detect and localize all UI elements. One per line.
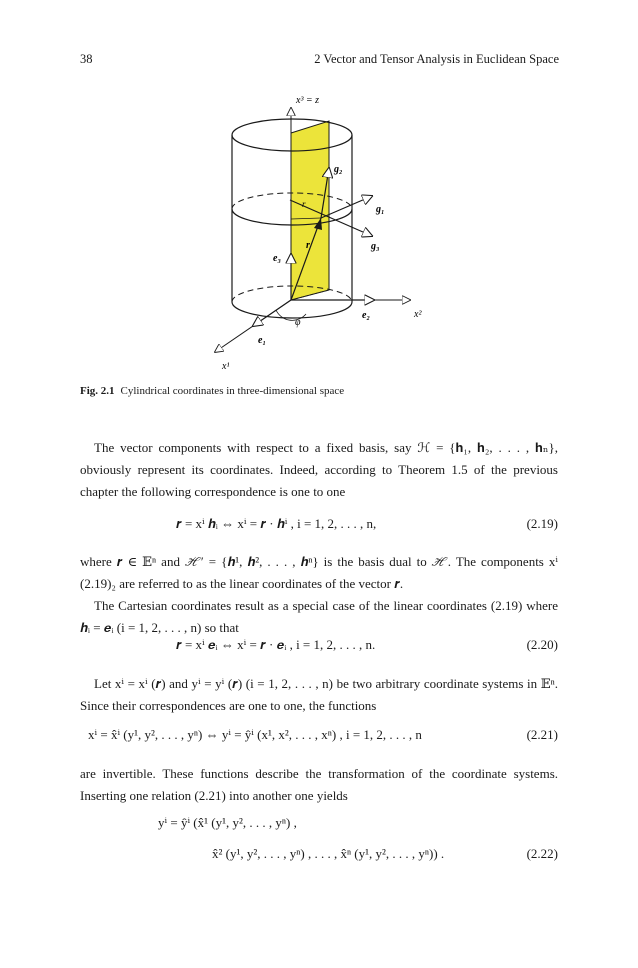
equation-2-21 (80, 727, 558, 749)
cylindrical-coordinates-figure (0, 0, 638, 380)
equation-2-22-line-1 (80, 815, 558, 837)
equation-2-21-body: xⁱ = x̂ⁱ (y¹, y², . . . , yⁿ) ⇔ yⁱ = ŷⁱ (x¹, x², . . . , xⁿ) , i = 1, 2, . . . , n (88, 727, 422, 742)
paragraph-3: The Cartesian coordinates result as a special case of the linear coordinates (2.19) where 𝒉ᵢ = 𝒆ᵢ (i = 1, 2, . . . , n) so that (80, 598, 558, 635)
z-axis-label: x³ = z (296, 95, 320, 106)
equation-2-22-line-1-body: yⁱ = ŷⁱ (x̂¹ (y¹, y², . . . , yⁿ) , (158, 815, 297, 830)
g1-label: g₁ (376, 204, 385, 215)
paragraph-5: are invertible. These functions describe the transformation of the coordinate systems. Inserting one relation (2.21) into another one yields (80, 766, 558, 803)
figure-caption (80, 385, 344, 397)
equation-2-20-number: (2.20) (526, 637, 558, 652)
equation-2-20 (80, 637, 558, 659)
paragraph-1: The vector components with respect to a fixed basis, say ℋ = {𝐡₁, 𝐡₂, . . . , 𝐡ₙ}, obviously represent its coordinates. Indeed, according to Theorem 1.5 of the previous chapter the following correspondence is one to one (80, 440, 558, 499)
r-vector-label: r (306, 240, 310, 251)
coordinate-plane (291, 121, 329, 300)
equation-2-22-line-2-body: x̂² (y¹, y², . . . , yⁿ) , . . . , x̂ⁿ (y¹, y², . . . , yⁿ)) . (212, 846, 445, 861)
e1-label: e₁ (258, 335, 266, 346)
equation-2-19-body: 𝒓 = xⁱ 𝒉ᵢ ⇔ xⁱ = 𝒓 · 𝒉ⁱ , i = 1, 2, . . . , n, (176, 516, 377, 531)
e1-vector (253, 300, 291, 326)
e3-label: e₃ (273, 253, 281, 264)
r-small-label: r (302, 199, 306, 209)
paragraph-4: Let xⁱ = xⁱ (𝒓) and yⁱ = yⁱ (𝒓) (i = 1, 2, . . . , n) be two arbitrary coordinate systems in 𝔼ⁿ. Since their correspondences are one to one, the functions (80, 676, 558, 713)
running-head: 2 Vector and Tensor Analysis in Euclidean Space (314, 52, 559, 66)
figure-caption-label: Fig. 2.1 (80, 385, 115, 397)
paragraph-2: where 𝒓 ∈ 𝔼ⁿ and ℋ′ = {𝒉¹, 𝒉², . . . , 𝒉ⁿ} is the basis dual to ℋ. The components xⁱ (2.19)₂ are referred to as the linear coordinates of the vector 𝒓. (80, 554, 558, 591)
cylinder-bottom-front (232, 302, 352, 318)
x1-label: x¹ (222, 361, 230, 372)
phi-label: φ (295, 317, 301, 328)
phi-angle-arc (276, 310, 306, 320)
x2-label: x² (414, 309, 422, 320)
equation-2-21-number: (2.21) (526, 727, 558, 742)
g2-label: g₂ (334, 164, 343, 175)
equation-2-19-number: (2.19) (526, 516, 558, 531)
g3-label: g₃ (371, 241, 380, 252)
page-number: 38 (80, 52, 93, 66)
equation-2-22-line-2 (80, 846, 558, 868)
figure-caption-text: Cylindrical coordinates in three-dimensional space (120, 385, 345, 397)
e2-label: e₂ (362, 310, 370, 321)
equation-2-20-body: 𝒓 = xⁱ 𝒆ᵢ ⇔ xⁱ = 𝒓 · 𝒆ᵢ , i = 1, 2, . . . , n. (176, 637, 376, 652)
equation-2-19 (80, 516, 558, 538)
equation-2-22-number: (2.22) (526, 846, 558, 861)
